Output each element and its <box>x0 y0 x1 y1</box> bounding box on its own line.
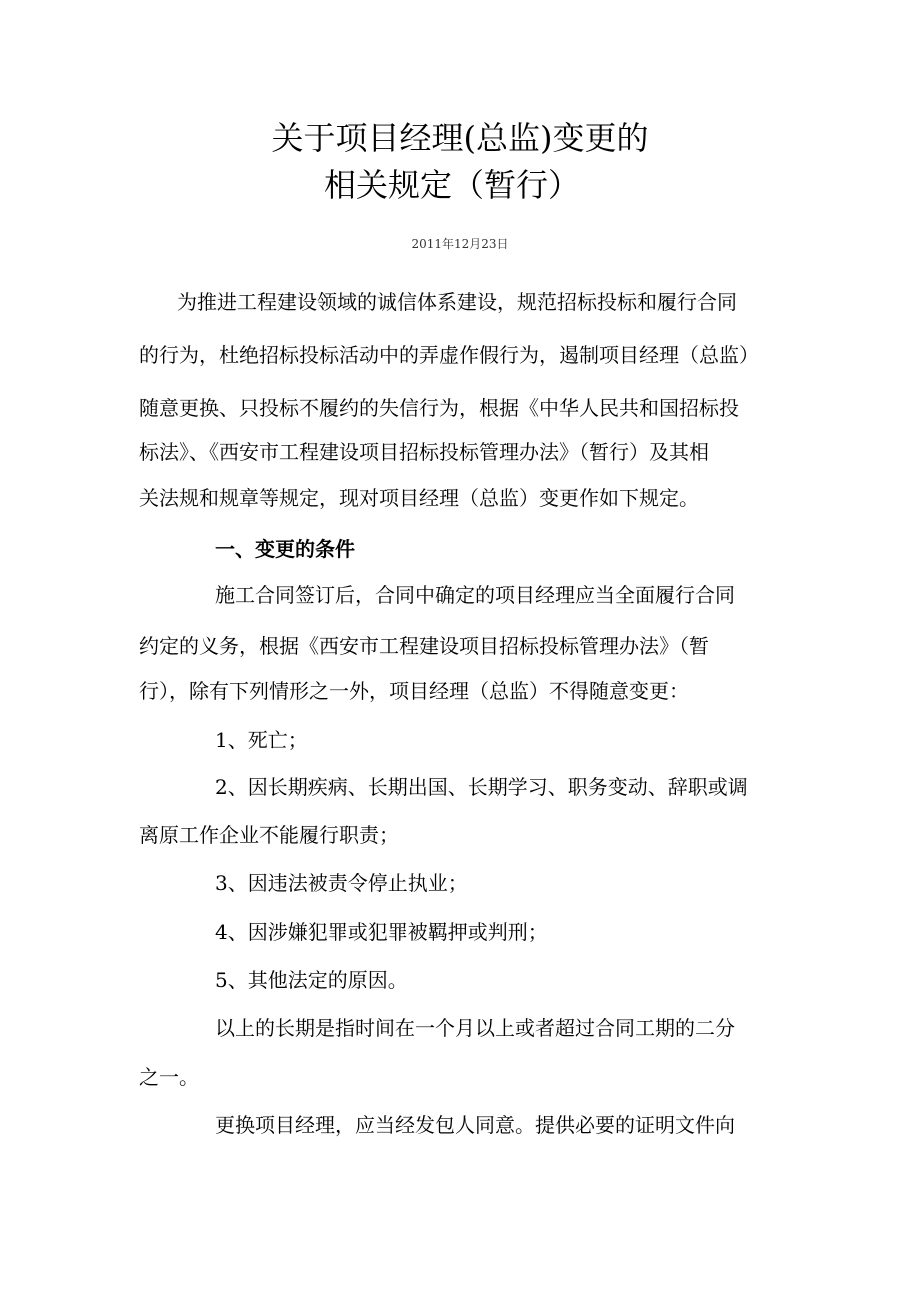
paragraph-line: 随意更换、只投标不履约的失信行为，根据《中华人民共和国招标投 <box>139 396 739 420</box>
document-title-line-1: 关于项目经理(总监)变更的 <box>271 119 649 157</box>
paragraph-line: 更换项目经理，应当经发包人同意。提供必要的证明文件向 <box>215 1113 735 1137</box>
list-item: 3、因违法被责令停止执业； <box>215 871 468 895</box>
paragraph-line: 之一。 <box>139 1065 199 1089</box>
paragraph-line: 行），除有下列情形之一外，项目经理（总监）不得随意变更： <box>139 679 689 703</box>
paragraph-line: 标法》、《西安市工程建设项目招标投标管理办法》（暂行）及其相 <box>139 440 709 464</box>
list-item-continuation: 离原工作企业不能履行职责； <box>139 823 399 847</box>
paragraph-line: 关法规和规章等规定，现对项目经理（总监）变更作如下规定。 <box>139 486 699 510</box>
paragraph-line: 施工合同签订后，合同中确定的项目经理应当全面履行合同 <box>215 583 735 607</box>
list-item: 2、因长期疾病、长期出国、长期学习、职务变动、辞职或调 <box>215 775 748 799</box>
paragraph-line: 为推进工程建设领域的诚信体系建设，规范招标投标和履行合同 <box>177 290 737 314</box>
paragraph-line: 以上的长期是指时间在一个月以上或者超过合同工期的二分 <box>215 1016 735 1040</box>
paragraph-line: 的行为，杜绝招标投标活动中的弄虚作假行为，遏制项目经理（总监） <box>139 343 759 367</box>
list-item: 1、死亡； <box>215 728 308 752</box>
document-title-line-2: 相关规定（暂行） <box>323 166 580 204</box>
section-heading: 一、变更的条件 <box>215 537 355 561</box>
document-date: 2011年12月23日 <box>411 237 509 251</box>
paragraph-line: 约定的义务，根据《西安市工程建设项目招标投标管理办法》（暂 <box>139 634 709 658</box>
list-item: 5、其他法定的原因。 <box>215 968 408 992</box>
list-item: 4、因涉嫌犯罪或犯罪被羁押或判刑； <box>215 920 548 944</box>
